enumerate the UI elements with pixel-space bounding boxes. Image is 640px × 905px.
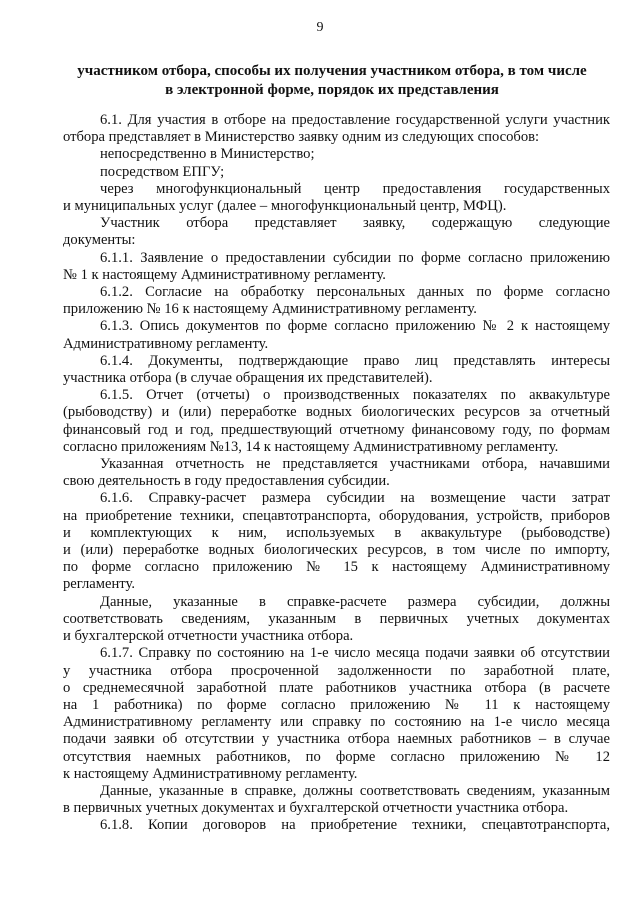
text-line: документы: [63,232,136,249]
text-line: 6.1.1. Заявление о предоставлении субсидии по форме согласно приложению [100,249,610,266]
paragraph [63,112,610,146]
text-line: Данные, указанные в справке-расчете размера субсидии, должны [100,593,610,610]
page-number: 9 [316,20,324,35]
text-line: через многофункциональный центр предоставления государственных [100,180,610,197]
text-line: соответствовать сведениям, указанным в первичных учетных документах [63,610,610,627]
paragraph [63,490,610,593]
paragraph [63,146,610,163]
heading-line: участником отбора, способы их получения участником отбора, в том числе [77,63,587,79]
text-line: 6.1.5. Отчет (отчеты) о производственных показателях по аквакультуре [100,387,610,404]
text-line: отсутствия наемных работников, по форме согласно приложению № 12 [63,748,610,765]
text-line: у участника отбора просроченной задолженности по заработной плате, [63,662,610,679]
paragraph [63,817,610,834]
heading-line: в электронной форме, порядок их представления [165,82,499,98]
text-line: 6.1.6. Справку-расчет размера субсидии на возмещение части затрат [100,490,610,507]
text-line: подачи заявки об отсутствии у участника отбора наемных работников – в случае [63,731,610,748]
paragraph [63,783,610,817]
text-line: непосредственно в Министерство; [100,146,315,163]
text-line: 6.1.2. Согласие на обработку персональных данных по форме согласно [100,284,610,301]
text-line: согласно приложениям №13, 14 к настоящему Административному регламенту. [63,438,559,455]
text-line: и (или) переработке водных биологических ресурсов, в том числе по импорту, [63,542,610,559]
text-line: № 1 к настоящему Административному регламенту. [63,266,386,283]
paragraph [63,215,610,249]
text-line: 6.1.3. Опись документов по форме согласно приложению № 2 к настоящему [100,318,610,335]
text-line: 6.1. Для участия в отборе на предоставление государственной услуги участник [100,112,610,128]
paragraph [63,164,610,181]
text-line: посредством ЕПГУ; [100,163,225,180]
text-line: и комплектующих к ним, используемых в аквакультуре (рыбоводстве) [63,524,610,541]
paragraph [63,318,610,352]
text-line: о среднемесячной заработной плате работников участника отбора (в расчете [63,679,610,696]
text-line: Участник отбора представляет заявку, содержащую следующие [100,215,610,232]
text-line: 6.1.4. Документы, подтверждающие право лиц представлять интересы [100,352,610,369]
text-line: Административному регламенту или справку по состоянию на 1-е число месяца [63,714,610,731]
text-line: Данные, указанные в справке, должны соответствовать сведениям, указанным [100,782,610,799]
paragraph [63,387,610,456]
paragraph [63,250,610,284]
text-line: Указанная отчетность не представляется участниками отбора, начавшими [100,456,610,473]
text-line: Административному регламенту. [63,335,269,352]
paragraph [63,456,610,490]
paragraph [63,594,610,646]
text-line: на 1 работника) по форме согласно приложению № 11 к настоящему [63,696,610,713]
text-line: регламенту. [63,576,135,593]
section-heading [64,62,600,100]
paragraph [63,353,610,387]
text-line: по форме согласно приложению № 15 к настоящему Административному [63,559,610,576]
text-line: в первичных учетных документах и бухгалтерской отчетности участника отбора. [63,800,569,817]
paragraph [63,645,610,783]
text-line: финансовый год и год, предшествующий отчетному финансовому году, по формам [63,421,610,438]
text-line: участника отбора (в случае обращения их представителей). [63,370,433,387]
text-line: приложению № 16 к настоящему Административному регламенту. [63,301,477,318]
text-line: и муниципальных услуг (далее – многофункциональный центр, МФЦ). [63,198,507,215]
text-line: свою деятельность в году предоставления субсидии. [63,473,390,490]
text-line: (рыбоводству) и (или) переработке водных биологических ресурсов за отчетный [63,404,610,421]
text-line: и бухгалтерской отчетности участника отбора. [63,628,354,645]
text-line: к настоящему Административному регламенту. [63,765,358,782]
text-line: 6.1.7. Справку по состоянию на 1-е число месяца подачи заявки об отсутствии [100,645,610,662]
text-line: на приобретение техники, спецавтотранспорта, оборудования, устройств, приборов [63,507,610,524]
paragraph [63,284,610,318]
text-line: 6.1.8. Копии договоров на приобретение техники, спецавтотранспорта, [100,817,610,834]
paragraph [63,181,610,215]
text-line: отбора представляет в Министерство заявку одним из следующих способов: [63,129,540,146]
document-body [63,112,610,835]
